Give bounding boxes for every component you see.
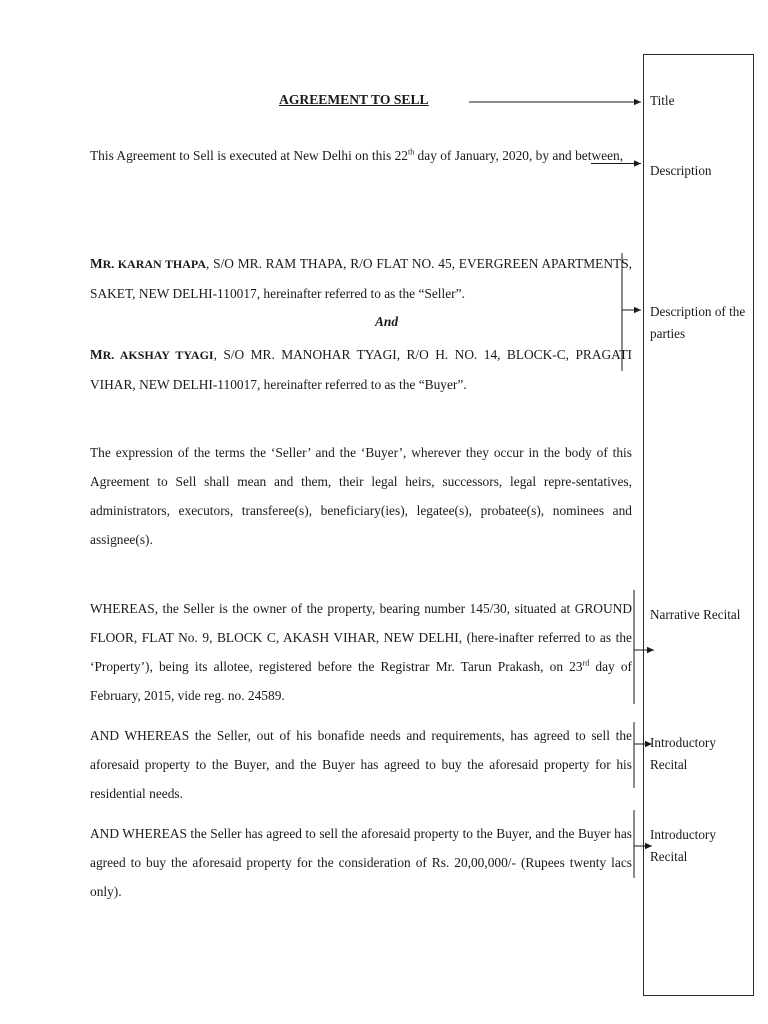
document-title: AGREEMENT TO SELL [279,92,429,107]
intro-text-end: day of January, 2020, by and between, [414,148,624,163]
annotation-title: Title [650,93,675,108]
annotation-narrative-recital: Narrative Recital [650,607,741,622]
whereas-1-text-start: WHEREAS, the Seller is the owner of the property, bearing number 145/30, situated at GROUND FLOOR, FLAT No. 9, BLOCK C, AKASH VIHAR, NEW DELHI, (here-inafter referred to as the ‘Property’), being its allotee, registered before the Registrar Mr. Tarun Prakash, on 23 [90,601,632,674]
buyer-name-initial: M [90,347,103,362]
seller-name-rest: R. KARAN THAPA [102,257,207,271]
annotation-description: Description [650,163,712,178]
seller-name-initial: M [90,256,103,271]
intro-superscript: th [407,147,415,157]
whereas-1-text-end: day of February, 2015, vide reg. no. 24589. [90,659,633,703]
and-separator: And [375,314,399,329]
expression-paragraph: The expression of the terms the ‘Seller’ and the ‘Buyer’, wherever they occur in the body of this Agreement to Sell shall mean and them, their legal heirs, successors, legal repre-sentatives, administrators, executors, transferee(s), beneficiary(ies), legatee(s), probatee(s), nominees and assignee(s). [90,445,632,547]
annotation-parties: Description of the parties [650,304,746,341]
whereas-1-superscript: rd [582,658,590,668]
intro-text-start: This Agreement to Sell is executed at New Delhi on this 22 [90,148,408,163]
seller-details: , S/O MR. RAM THAPA, R/O FLAT NO. 45, EVERGREEN APARTMENTS, SAKET, NEW DELHI-110017, hereinafter referred to as the “Seller”. [90,256,632,301]
buyer-details: , S/O MR. MANOHAR TYAGI, R/O H. NO. 14, BLOCK-C, PRAGATI VIHAR, NEW DELHI-110017, hereinafter referred to as the “Buyer”. [90,347,632,392]
whereas-paragraph-2: AND WHEREAS the Seller, out of his bonafide needs and requirements, has agreed to sell the aforesaid property to the Buyer, and the Buyer has agreed to buy the aforesaid property for his residential needs. [90,728,632,801]
annotation-introductory-recital-1: Introductory Recital [650,735,716,772]
annotation-introductory-recital-2: Introductory Recital [650,827,716,864]
buyer-name-rest: R. AKSHAY TYAGI [102,348,214,362]
whereas-paragraph-3: AND WHEREAS the Seller has agreed to sell the aforesaid property to the Buyer, and the Buyer has agreed to buy the aforesaid property for the consideration of Rs. 20,00,000/- (Rupees twenty lacs only). [90,826,632,899]
